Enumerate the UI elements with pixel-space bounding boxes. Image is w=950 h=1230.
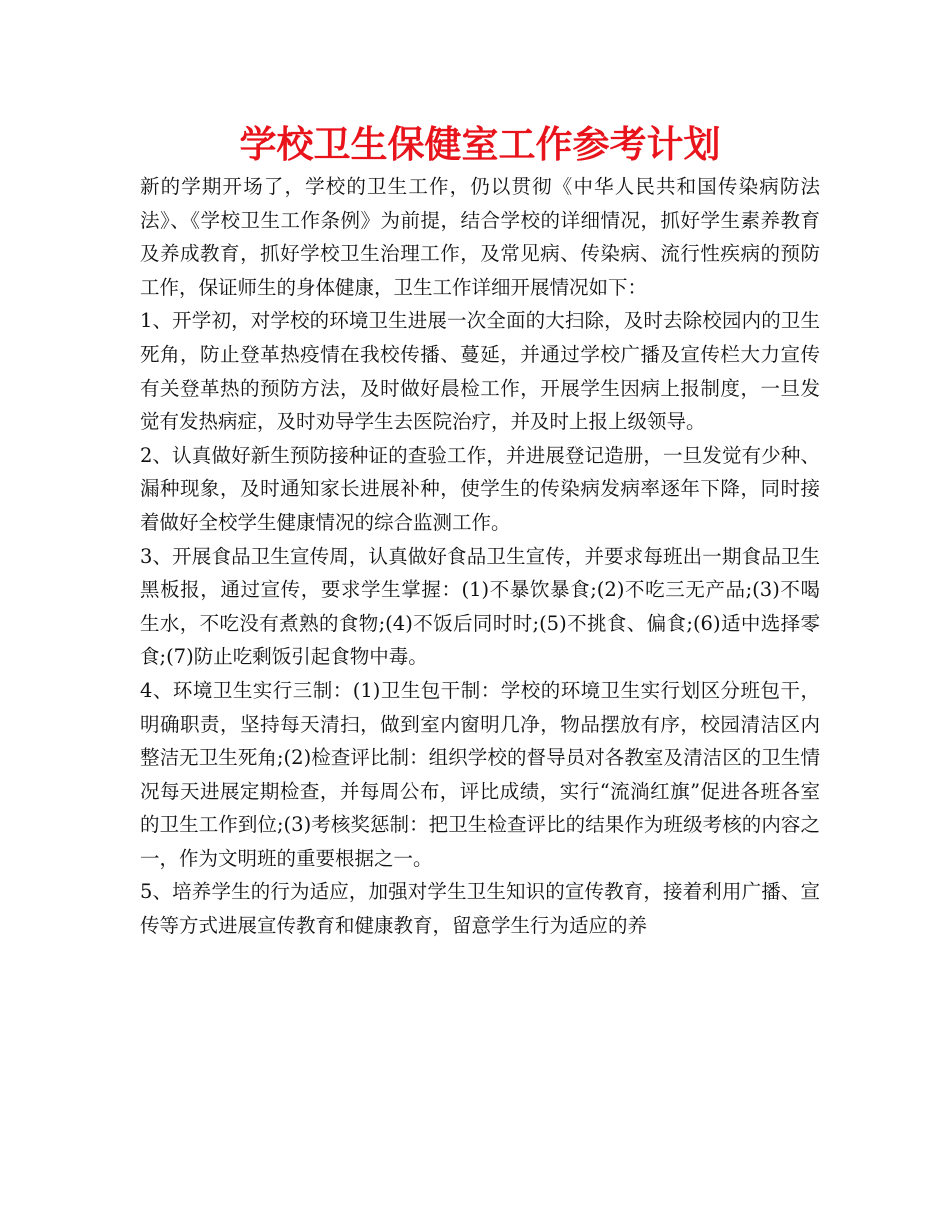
item-paragraph-5: 5、培养学生的行为适应，加强对学生卫生知识的宣传教育，接着利用广播、宣传等方式进展宣传教育和健康教育，留意学生行为适应的养 [140,880,820,938]
intro-paragraph: 新的学期开场了，学校的卫生工作，仍以贯彻《中华人民共和国传染病防法法》、《学校卫生工作条例》为前提，结合学校的详细情况，抓好学生素养教育及养成教育，抓好学校卫生治理工作，及常见病、传染病、流行性疾病的预防工作，保证师生的身体健康，卫生工作详细开展情况如下： [140,175,820,299]
document-title: 学校卫生保健室工作参考计划 [239,122,721,166]
document-page [140,118,820,943]
item-paragraph-2: 2、认真做好新生预防接种证的查验工作，并进展登记造册，一旦发觉有少种、漏种现象，及时通知家长进展补种，使学生的传染病发病率逐年下降，同时接着做好全校学生健康情况的综合监测工作。 [140,443,820,534]
item-paragraph-4: 4、环境卫生实行三制：(1)卫生包干制：学校的环境卫生实行划区分班包干，明确职责，坚持每天清扫，做到室内窗明几净，物品摆放有序，校园清洁区内整洁无卫生死角;(2)检查评比制：组织学校的督导员对各教室及清洁区的卫生情况每天进展定期检查，并每周公布，评比成绩，实行“流淌红旗”促进各班各室的卫生工作到位;(3)考核奖惩制：把卫生检查评比的结果作为班级考核的内容之一，作为文明班的重要根据之一。 [140,678,820,870]
item-paragraph-3: 3、开展食品卫生宣传周，认真做好食品卫生宣传，并要求每班出一期食品卫生黑板报，通过宣传，要求学生掌握：(1)不暴饮暴食;(2)不吃三无产品;(3)不喝生水，不吃没有煮熟的食物;(4)不饭后同时时;(5)不挑食、偏食;(6)适中选择零食;(7)防止吃剩饭引起食物中毒。 [140,544,820,669]
document-body [140,170,820,943]
item-paragraph-1: 1、开学初，对学校的环境卫生进展一次全面的大扫除，及时去除校园内的卫生死角，防止登革热疫情在我校传播、蔓延，并通过学校广播及宣传栏大力宣传有关登革热的预防方法，及时做好晨检工作，开展学生因病上报制度，一旦发觉有发热病症，及时劝导学生去医院治疗，并及时上报上级领导。 [140,309,820,434]
